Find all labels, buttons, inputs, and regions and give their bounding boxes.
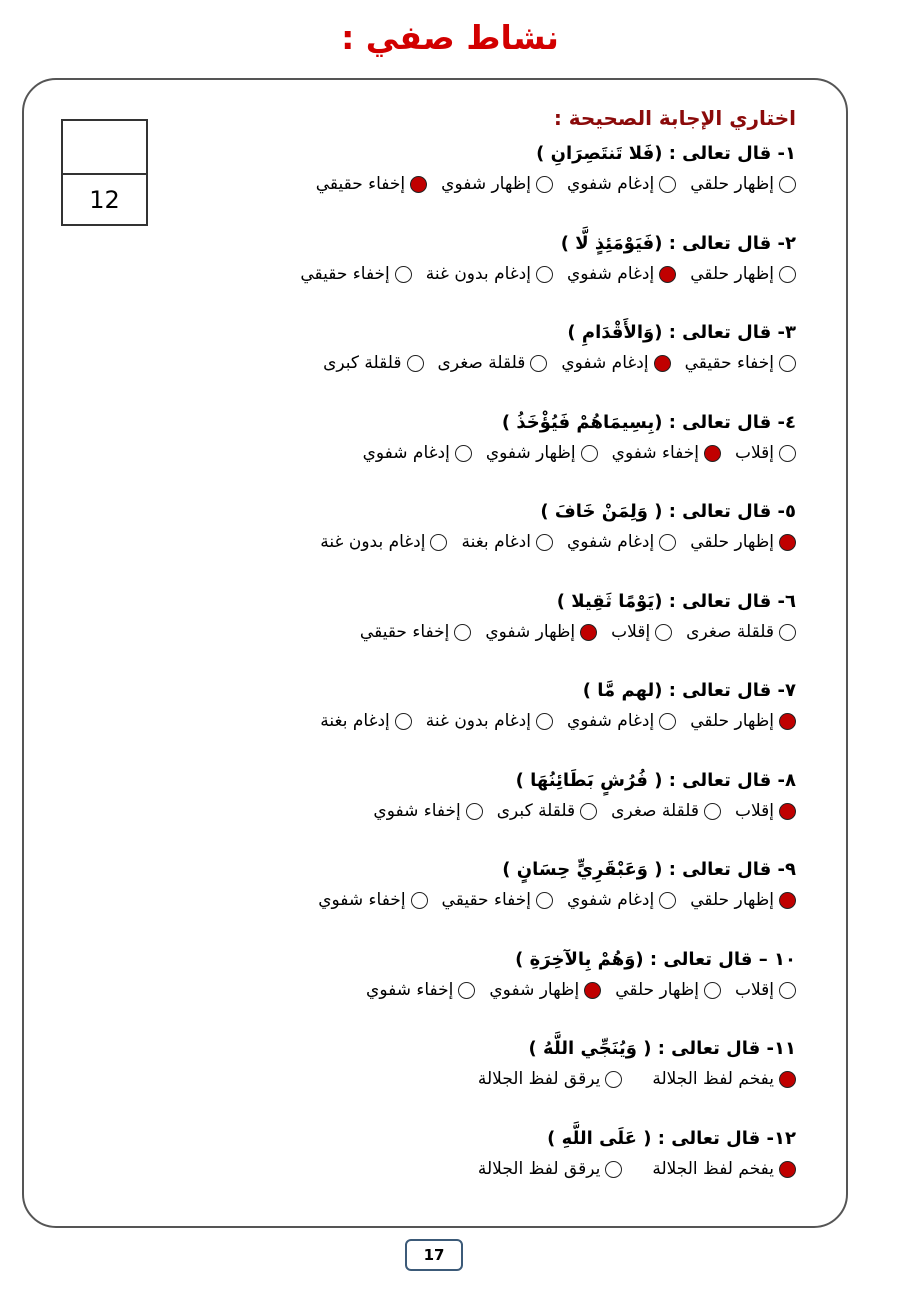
answer-option[interactable] — [567, 171, 676, 197]
option-label: ادغام بغنة — [461, 532, 531, 552]
option-label: قلقلة كبرى — [496, 801, 576, 821]
score-value: 12 — [89, 186, 120, 214]
question-9 — [304, 857, 796, 913]
option-label: إدغام شفوي — [362, 443, 450, 463]
answer-option[interactable] — [567, 261, 676, 287]
radio-icon[interactable] — [659, 892, 676, 909]
selected-radio-icon[interactable] — [584, 982, 601, 999]
option-label: يرقق لفظ الجلالة — [477, 1159, 601, 1179]
question-3 — [309, 320, 796, 376]
radio-icon[interactable] — [704, 803, 721, 820]
answer-option[interactable] — [690, 708, 796, 734]
answer-option[interactable] — [735, 798, 796, 824]
answer-option[interactable] — [363, 440, 472, 466]
radio-icon[interactable] — [455, 445, 472, 462]
radio-icon[interactable] — [581, 445, 598, 462]
question-6 — [346, 589, 796, 645]
answer-option[interactable] — [690, 887, 796, 913]
radio-icon[interactable] — [779, 355, 796, 372]
question-11 — [448, 1036, 796, 1092]
selected-radio-icon[interactable] — [779, 534, 796, 551]
option-label: قلقلة صغرى — [686, 622, 774, 642]
radio-icon[interactable] — [536, 534, 553, 551]
answer-option[interactable] — [735, 440, 796, 466]
options-row — [302, 171, 796, 197]
option-label: قلقلة صغرى — [611, 801, 699, 821]
option-label: إظهار شفوي — [489, 980, 580, 1000]
answer-option[interactable] — [567, 887, 676, 913]
radio-icon[interactable] — [530, 355, 547, 372]
answer-option[interactable] — [611, 619, 672, 645]
answer-option[interactable] — [690, 261, 796, 287]
option-label: إظهار حلقي — [615, 980, 699, 1000]
option-label: يفخم لفظ الجلالة — [652, 1159, 774, 1179]
selected-radio-icon[interactable] — [779, 713, 796, 730]
option-label: إظهار شفوي — [441, 174, 531, 194]
option-label: إخفاء شفوي — [318, 890, 406, 910]
question-2 — [286, 231, 796, 287]
question-text: ٨- قال تعالى : ( فُرُشٍ بَطَائِنُهَا ) — [515, 770, 796, 791]
options-row — [306, 708, 796, 734]
radio-icon[interactable] — [605, 1071, 622, 1088]
options-row — [352, 977, 796, 1003]
option-label: إظهار شفوي — [485, 443, 576, 463]
score-blank-cell — [63, 121, 146, 175]
question-text: ١٢- قال تعالى : ( عَلَى اللَّهِ ) — [547, 1128, 796, 1149]
answer-option[interactable] — [461, 529, 552, 555]
question-8 — [359, 768, 796, 824]
answer-option[interactable] — [316, 171, 427, 197]
selected-radio-icon[interactable] — [779, 892, 796, 909]
radio-icon[interactable] — [395, 266, 412, 283]
option-label: إخفاء حقيقي — [684, 353, 774, 373]
option-label: إدغام شفوي — [566, 711, 655, 731]
radio-icon[interactable] — [655, 624, 672, 641]
question-text: ١- قال تعالى : (فَلا تَنتَصِرَانِ ) — [536, 143, 796, 164]
answer-option[interactable] — [373, 798, 482, 824]
radio-icon[interactable] — [430, 534, 447, 551]
radio-icon[interactable] — [536, 266, 553, 283]
option-label: قلقلة كبرى — [323, 353, 402, 373]
option-label: قلقلة صغرى — [437, 353, 526, 373]
answer-option[interactable] — [690, 171, 796, 197]
answer-option[interactable] — [489, 977, 601, 1003]
answer-option[interactable] — [686, 619, 796, 645]
radio-icon[interactable] — [580, 803, 597, 820]
answer-option[interactable] — [320, 708, 411, 734]
radio-icon[interactable] — [395, 713, 412, 730]
option-label: إظهار حلقي — [690, 532, 774, 552]
selected-radio-icon[interactable] — [580, 624, 597, 641]
page-title: نشاط صفي : — [341, 18, 559, 57]
radio-icon[interactable] — [466, 803, 483, 820]
score-box — [61, 119, 148, 226]
radio-icon[interactable] — [605, 1161, 622, 1178]
answer-option[interactable] — [652, 1156, 796, 1182]
selected-radio-icon[interactable] — [654, 355, 671, 372]
option-label: يرقق لفظ الجلالة — [477, 1069, 601, 1089]
option-label: إدغام شفوي — [566, 890, 655, 910]
option-label: إدغام بدون غنة — [425, 711, 531, 731]
options-row — [448, 1156, 796, 1182]
radio-icon[interactable] — [659, 176, 676, 193]
radio-icon[interactable] — [779, 176, 796, 193]
radio-icon[interactable] — [536, 713, 553, 730]
answer-option[interactable] — [441, 171, 553, 197]
option-label: إدغام بغنة — [320, 711, 390, 731]
option-label: إظهار حلقي — [690, 174, 774, 194]
option-label: إظهار حلقي — [690, 890, 774, 910]
question-text: ٧- قال تعالى : (لهم مَّا ) — [582, 680, 796, 701]
question-text: ٩- قال تعالى : ( وَعَبْقَرِيٍّ حِسَانٍ ) — [502, 859, 796, 880]
selected-radio-icon[interactable] — [659, 266, 676, 283]
radio-icon[interactable] — [704, 982, 721, 999]
radio-icon[interactable] — [407, 355, 424, 372]
option-label: إدغام شفوي — [566, 174, 655, 194]
question-4 — [349, 410, 796, 466]
answer-option[interactable] — [561, 350, 670, 376]
answer-option[interactable] — [486, 440, 598, 466]
answer-option[interactable] — [426, 261, 553, 287]
answer-option[interactable] — [366, 977, 475, 1003]
question-text: ٣- قال تعالى : (وَالأَقْدَامِ ) — [567, 322, 796, 343]
question-text: ٥- قال تعالى : ( وَلِمَنْ خَافَ ) — [540, 501, 796, 522]
radio-icon[interactable] — [779, 624, 796, 641]
selected-radio-icon[interactable] — [704, 445, 721, 462]
answer-option[interactable] — [735, 977, 796, 1003]
option-label: إقلاب — [735, 443, 774, 463]
answer-option[interactable] — [442, 887, 553, 913]
option-label: إدغام شفوي — [566, 532, 655, 552]
answer-option[interactable] — [685, 350, 796, 376]
options-row — [304, 887, 796, 913]
option-label: إخفاء حقيقي — [300, 264, 390, 284]
answer-option[interactable] — [485, 619, 597, 645]
answer-option[interactable] — [690, 529, 796, 555]
option-label: إخفاء شفوي — [366, 980, 454, 1000]
answer-option[interactable] — [426, 708, 553, 734]
options-row — [349, 440, 796, 466]
radio-icon[interactable] — [458, 982, 475, 999]
answer-option[interactable] — [300, 261, 411, 287]
selected-radio-icon[interactable] — [779, 1071, 796, 1088]
selected-radio-icon[interactable] — [779, 1161, 796, 1178]
option-label: إخفاء حقيقي — [315, 174, 406, 194]
radio-icon[interactable] — [411, 892, 428, 909]
answer-option[interactable] — [567, 708, 676, 734]
page-number: 17 — [405, 1239, 463, 1271]
radio-icon[interactable] — [779, 445, 796, 462]
selected-radio-icon[interactable] — [410, 176, 427, 193]
answer-option[interactable] — [318, 887, 427, 913]
option-label: إخفاء شفوي — [611, 443, 699, 463]
question-12 — [448, 1126, 796, 1182]
options-row — [359, 798, 796, 824]
options-row — [346, 619, 796, 645]
answer-option[interactable] — [612, 440, 721, 466]
radio-icon[interactable] — [536, 892, 553, 909]
question-text: ٢- قال تعالى : (فَيَوْمَئِذٍ لَّا ) — [560, 233, 796, 254]
question-10 — [352, 947, 796, 1003]
answer-option[interactable] — [611, 798, 721, 824]
radio-icon[interactable] — [779, 266, 796, 283]
question-5 — [306, 499, 796, 555]
option-label: إخفاء حقيقي — [359, 622, 450, 642]
question-7 — [306, 678, 796, 734]
option-label: إظهار حلقي — [690, 264, 774, 284]
option-label: يفخم لفظ الجلالة — [652, 1069, 774, 1089]
question-text: ٦- قال تعالى : (يَوْمًا ثَقِيلا ) — [556, 591, 796, 612]
radio-icon[interactable] — [536, 176, 553, 193]
question-text: ١٠ – قال تعالى : (وَهُمْ بِالآخِرَةِ ) — [515, 949, 796, 970]
option-label: إقلاب — [735, 980, 774, 1000]
question-text: ٤- قال تعالى : (بِسِيمَاهُمْ فَيُؤْخَذُ ) — [501, 412, 796, 433]
radio-icon[interactable] — [659, 534, 676, 551]
option-label: إدغام شفوي — [561, 353, 649, 373]
instruction-text: اختاري الإجابة الصحيحة : — [553, 106, 796, 130]
answer-option[interactable] — [497, 798, 597, 824]
answer-option[interactable] — [615, 977, 721, 1003]
option-label: إظهار حلقي — [690, 711, 774, 731]
option-label: إخفاء شفوي — [373, 801, 461, 821]
option-label: إدغام شفوي — [566, 264, 655, 284]
radio-icon[interactable] — [454, 624, 471, 641]
options-row — [286, 261, 796, 287]
radio-icon[interactable] — [659, 713, 676, 730]
answer-option[interactable] — [320, 529, 447, 555]
question-1 — [302, 141, 796, 197]
option-label: إدغام بدون غنة — [320, 532, 426, 552]
option-label: إقلاب — [611, 622, 651, 642]
selected-radio-icon[interactable] — [779, 803, 796, 820]
question-text: ١١- قال تعالى : ( وَيُنَجِّي اللَّهُ ) — [528, 1038, 796, 1059]
option-label: إظهار شفوي — [485, 622, 576, 642]
answer-option[interactable] — [652, 1066, 796, 1092]
answer-option[interactable] — [478, 1066, 622, 1092]
options-row — [448, 1066, 796, 1092]
answer-option[interactable] — [323, 350, 423, 376]
answer-option[interactable] — [478, 1156, 622, 1182]
option-label: إدغام بدون غنة — [425, 264, 531, 284]
radio-icon[interactable] — [779, 982, 796, 999]
options-row — [309, 350, 796, 376]
option-label: إقلاب — [735, 801, 774, 821]
options-row — [306, 529, 796, 555]
answer-option[interactable] — [438, 350, 548, 376]
option-label: إخفاء حقيقي — [441, 890, 531, 910]
answer-option[interactable] — [360, 619, 471, 645]
answer-option[interactable] — [567, 529, 676, 555]
